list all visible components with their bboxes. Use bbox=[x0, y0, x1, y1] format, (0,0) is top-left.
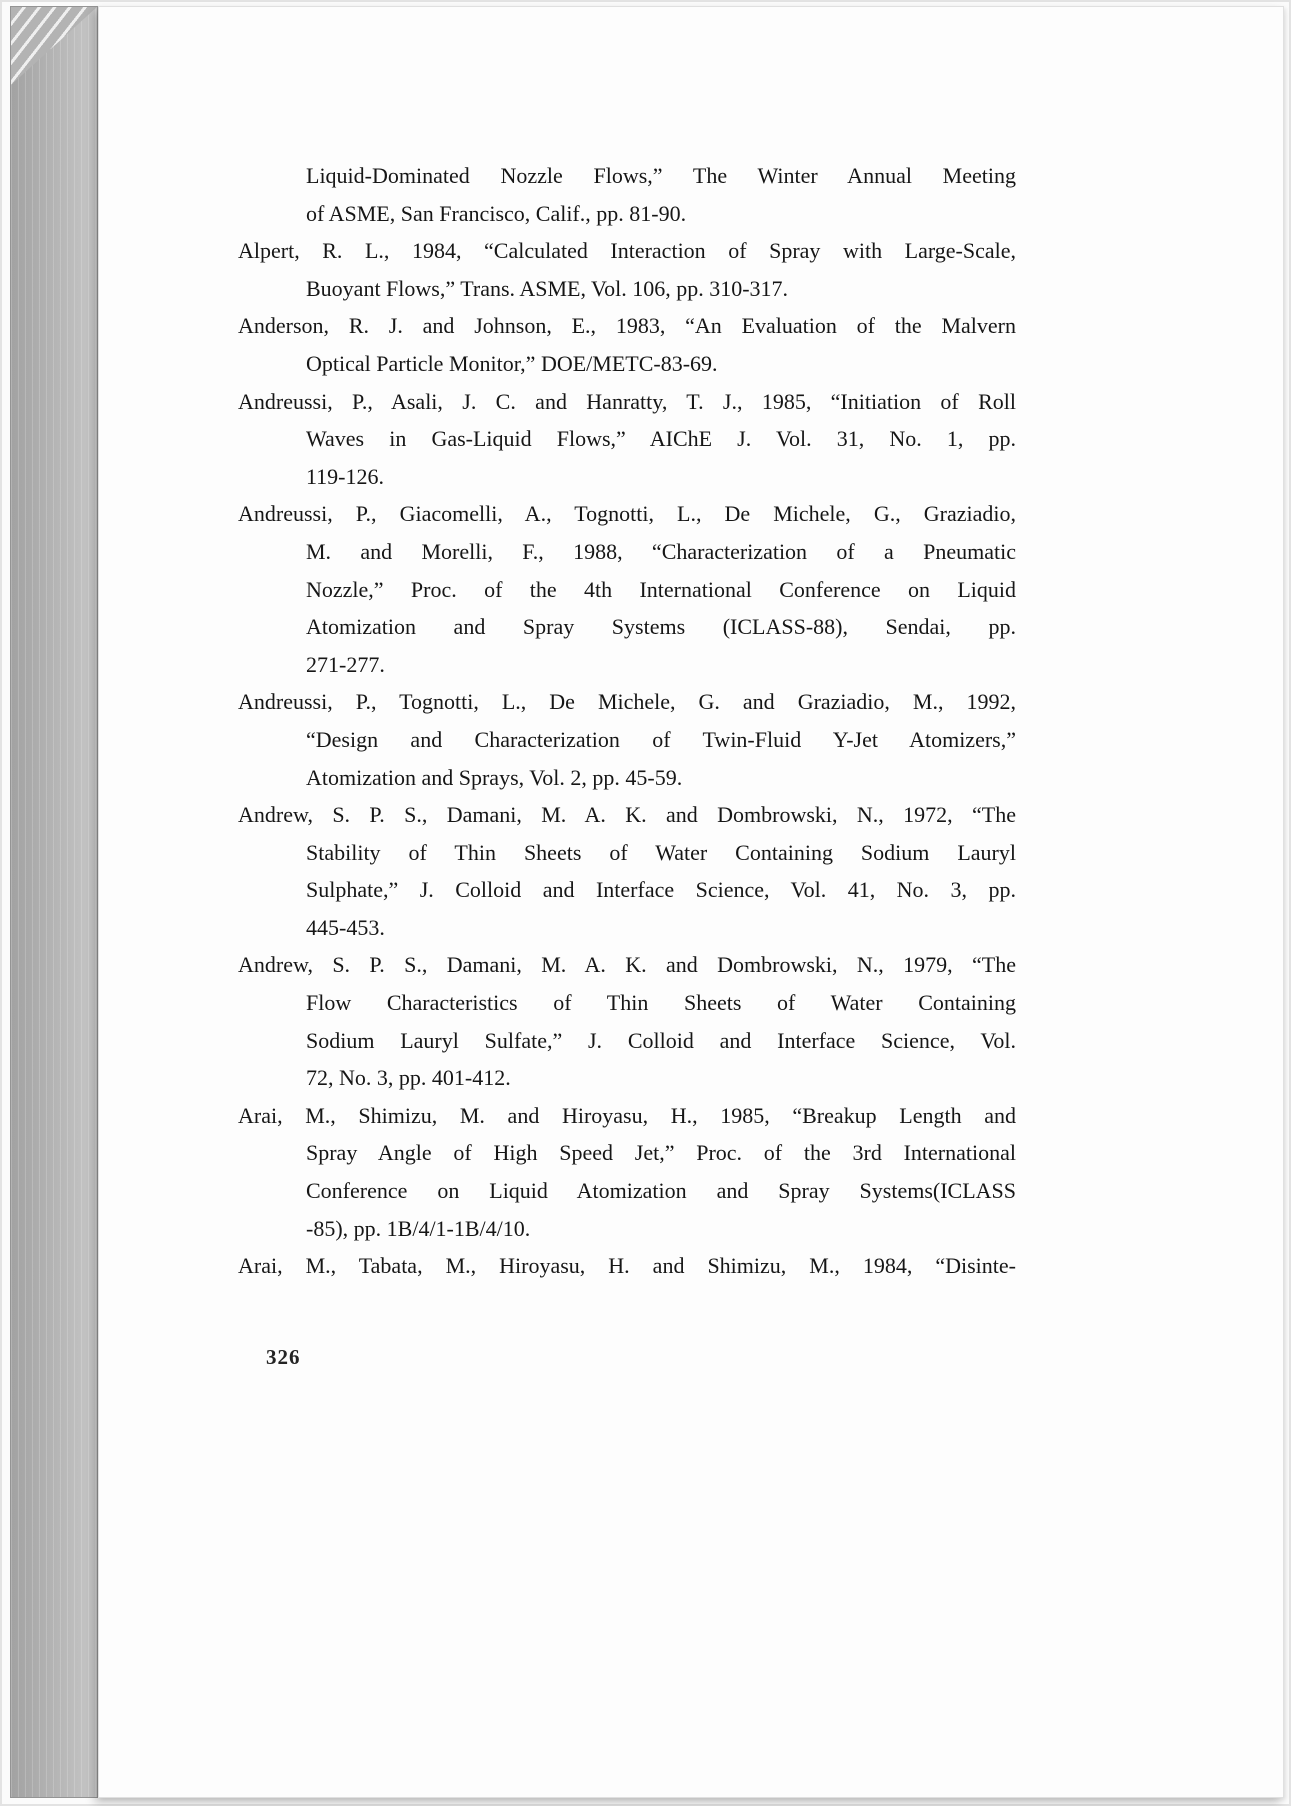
reference-entry bbox=[238, 1097, 1016, 1247]
page bbox=[98, 6, 1284, 1798]
reference-line: 271-277. bbox=[306, 651, 385, 677]
reference-line: Waves in Gas-Liquid Flows,” AIChE J. Vol. 31, No. 1, pp. bbox=[306, 426, 1016, 452]
reference-line: 72, No. 3, pp. 401-412. bbox=[306, 1065, 511, 1091]
reference-line: Flow Characteristics of Thin Sheets of Water Containing bbox=[306, 990, 1016, 1016]
reference-entry bbox=[238, 383, 1016, 496]
reference-line: Andreussi, P., Asali, J. C. and Hanratty, T. J., 1985, “Initiation of Roll bbox=[238, 388, 1016, 414]
reference-line: Optical Particle Monitor,” DOE/METC-83-69. bbox=[306, 350, 718, 376]
reference-entry bbox=[238, 495, 1016, 683]
reference-line: 119-126. bbox=[306, 463, 385, 489]
references-list bbox=[238, 157, 1016, 1285]
reference-line: Stability of Thin Sheets of Water Containing Sodium Lauryl bbox=[306, 839, 1016, 865]
reference-line: Andrew, S. P. S., Damani, M. A. K. and Dombrowski, N., 1979, “The bbox=[238, 952, 1016, 978]
page-number: 326 bbox=[266, 1345, 301, 1369]
reference-line: of ASME, San Francisco, Calif., pp. 81-90. bbox=[306, 200, 687, 226]
reference-line: Atomization and Sprays, Vol. 2, pp. 45-59. bbox=[306, 764, 683, 790]
reference-entry bbox=[238, 683, 1016, 796]
reference-line: Sulphate,” J. Colloid and Interface Science, Vol. 41, No. 3, pp. bbox=[306, 877, 1016, 903]
book-page-edges bbox=[10, 6, 98, 1798]
reference-line: Alpert, R. L., 1984, “Calculated Interaction of Spray with Large-Scale, bbox=[238, 238, 1016, 264]
reference-line: Andreussi, P., Giacomelli, A., Tognotti, L., De Michele, G., Graziadio, bbox=[238, 501, 1016, 527]
reference-line: Andreussi, P., Tognotti, L., De Michele, G. and Graziadio, M., 1992, bbox=[238, 689, 1016, 715]
reference-line: Nozzle,” Proc. of the 4th International Conference on Liquid bbox=[306, 576, 1016, 602]
reference-line: M. and Morelli, F., 1988, “Characterization of a Pneumatic bbox=[306, 538, 1016, 564]
reference-line: Andrew, S. P. S., Damani, M. A. K. and Dombrowski, N., 1972, “The bbox=[238, 802, 1016, 828]
reference-continuation bbox=[238, 157, 1016, 232]
reference-line: “Design and Characterization of Twin-Fluid Y-Jet Atomizers,” bbox=[306, 726, 1016, 752]
reference-entry bbox=[238, 946, 1016, 1096]
reference-entry bbox=[238, 796, 1016, 946]
reference-line: -85), pp. 1B/4/1-1B/4/10. bbox=[306, 1215, 531, 1241]
reference-line: Buoyant Flows,” Trans. ASME, Vol. 106, pp. 310-317. bbox=[306, 275, 789, 301]
reference-line: Liquid-Dominated Nozzle Flows,” The Winter Annual Meeting bbox=[306, 163, 1016, 188]
reference-line: 445-453. bbox=[306, 914, 385, 940]
reference-line: Anderson, R. J. and Johnson, E., 1983, “An Evaluation of the Malvern bbox=[238, 313, 1016, 339]
reference-line: Spray Angle of High Speed Jet,” Proc. of the 3rd International bbox=[306, 1140, 1016, 1166]
reference-entry bbox=[238, 232, 1016, 307]
page-edge-texture bbox=[11, 7, 97, 1797]
reference-line: Sodium Lauryl Sulfate,” J. Colloid and Interface Science, Vol. bbox=[306, 1027, 1016, 1053]
reference-line: Atomization and Spray Systems (ICLASS-88), Sendai, pp. bbox=[306, 614, 1016, 640]
reference-line: Arai, M., Shimizu, M. and Hiroyasu, H., 1985, “Breakup Length and bbox=[238, 1102, 1016, 1128]
reference-line: Conference on Liquid Atomization and Spray Systems(ICLASS bbox=[306, 1178, 1016, 1204]
reference-line: Arai, M., Tabata, M., Hiroyasu, H. and Shimizu, M., 1984, “Disinte- bbox=[238, 1253, 1016, 1279]
reference-entry bbox=[238, 307, 1016, 382]
reference-entry bbox=[238, 1247, 1016, 1285]
